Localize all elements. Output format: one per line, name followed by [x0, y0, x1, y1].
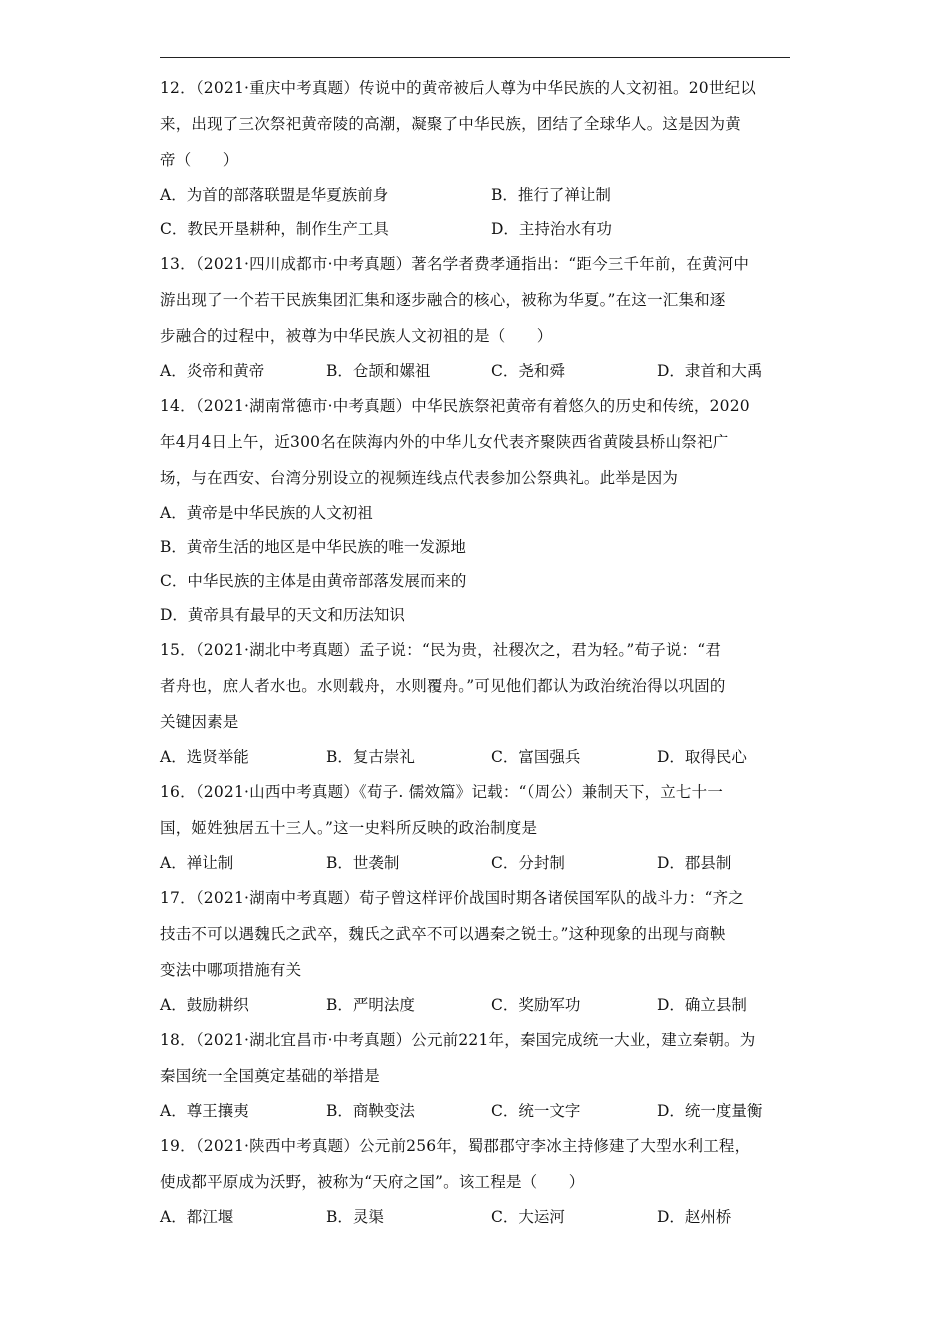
option-row [160, 212, 792, 246]
option-a: A．为首的部落联盟是华夏族前身 [160, 186, 389, 204]
option-d: D．黄帝具有最早的天文和历法知识 [160, 606, 405, 624]
option-a: A．鼓励耕织 [160, 996, 249, 1014]
question-text: 19．（2021·陕西中考真题）公元前256年，蜀郡郡守李冰主持修建了大型水利工程， [160, 1137, 751, 1155]
option-c: C．大运河 [491, 1208, 565, 1226]
question-text: 15．（2021·湖北中考真题）孟子说：“民为贵，社稷次之，君为轻。”荀子说：“君 [160, 641, 722, 659]
question-text: 秦国统一全国奠定基础的举措是 [160, 1067, 380, 1085]
question-text: 14．（2021·湖南常德市·中考真题）中华民族祭祀黄帝有着悠久的历史和传统，2020 [160, 397, 750, 415]
option-row [160, 740, 792, 774]
option-d: D．主持治水有功 [491, 220, 612, 238]
question-12 [160, 70, 792, 246]
option-row [160, 354, 792, 388]
question-text: 来，出现了三次祭祀黄帝陵的高潮，凝聚了中华民族，团结了全球华人。这是因为黄 [160, 115, 741, 133]
option-b: B．商鞅变法 [326, 1102, 415, 1120]
question-14 [160, 388, 792, 632]
option-d: D．确立县制 [657, 996, 747, 1014]
option-b: B．世袭制 [326, 854, 400, 872]
question-text: 18．（2021·湖北宜昌市·中考真题）公元前221年，秦国完成统一大业，建立秦朝。为 [160, 1031, 756, 1049]
question-15 [160, 632, 792, 774]
option-c: C．教民开垦耕种，制作生产工具 [160, 220, 389, 238]
question-text: 12．（2021·重庆中考真题）传说中的黄帝被后人尊为中华民族的人文初祖。20世纪以 [160, 79, 756, 97]
question-16 [160, 774, 792, 880]
question-text: 13．（2021·四川成都市·中考真题）著名学者费孝通指出：“距今三千年前，在黄河中 [160, 255, 750, 273]
option-c: C．富国强兵 [491, 748, 581, 766]
question-text: 年4月4日上午，近300名在陕海内外的中华儿女代表齐聚陕西省黄陵县桥山祭祀广 [160, 433, 729, 451]
question-text: 场，与在西安、台湾分别设立的视频连线点代表参加公祭典礼。此举是因为 [160, 469, 679, 487]
question-text: 者舟也，庶人者水也。水则载舟，水则覆舟。”可见他们都认为政治统治得以巩固的 [160, 677, 726, 695]
question-text: 国，姬姓独居五十三人。”这一史料所反映的政治制度是 [160, 819, 538, 837]
option-b: B．严明法度 [326, 996, 415, 1014]
option-d: D．隶首和大禹 [657, 362, 763, 380]
question-text: 游出现了一个若干民族集团汇集和逐步融合的核心，被称为华夏。”在这一汇集和逐 [160, 291, 726, 309]
question-text: 技击不可以遇魏氏之武卒，魏氏之武卒不可以遇秦之锐士。”这种现象的出现与商鞅 [160, 925, 726, 943]
option-a: A．选贤举能 [160, 748, 249, 766]
option-a: A．都江堰 [160, 1208, 234, 1226]
question-text: 16．（2021·山西中考真题）《荀子. 儒效篇》记载：“（周公）兼制天下，立七十一 [160, 783, 724, 801]
option-d: D．郡县制 [657, 854, 732, 872]
option-c: C．奖励军功 [491, 996, 581, 1014]
option-a: A．炎帝和黄帝 [160, 362, 265, 380]
question-13 [160, 246, 792, 388]
question-text: 变法中哪项措施有关 [160, 961, 302, 979]
option-a: A．尊王攘夷 [160, 1102, 249, 1120]
option-c: C．中华民族的主体是由黄帝部落发展而来的 [160, 572, 467, 590]
option-c: C．统一文字 [491, 1102, 581, 1120]
option-row [160, 1200, 792, 1234]
question-text: 关键因素是 [160, 713, 239, 731]
option-c: C．尧和舜 [491, 362, 565, 380]
question-text: 帝（ ） [160, 151, 239, 169]
option-c: C．分封制 [491, 854, 565, 872]
option-b: B．灵渠 [326, 1208, 384, 1226]
option-row [160, 178, 792, 212]
question-text: 17．（2021·湖南中考真题）荀子曾这样评价战国时期各诸侯国军队的战斗力：“齐之 [160, 889, 744, 907]
question-list [160, 70, 792, 1234]
option-b: B．复古崇礼 [326, 748, 415, 766]
option-d: D．赵州桥 [657, 1208, 732, 1226]
question-17 [160, 880, 792, 1022]
option-d: D．统一度量衡 [657, 1102, 763, 1120]
option-b: B．仓颉和嫘祖 [326, 362, 431, 380]
question-19 [160, 1128, 792, 1234]
option-d: D．取得民心 [657, 748, 747, 766]
option-row [160, 1094, 792, 1128]
option-b: B．黄帝生活的地区是中华民族的唯一发源地 [160, 538, 466, 556]
question-18 [160, 1022, 792, 1128]
question-text: 步融合的过程中，被尊为中华民族人文初祖的是（ ） [160, 327, 553, 345]
option-a: A．黄帝是中华民族的人文初祖 [160, 504, 373, 522]
option-row [160, 846, 792, 880]
option-a: A．禅让制 [160, 854, 234, 872]
option-b: B．推行了禅让制 [491, 186, 611, 204]
question-text: 使成都平原成为沃野，被称为“天府之国”。该工程是（ ） [160, 1173, 585, 1191]
header-rule [160, 57, 790, 58]
option-row [160, 988, 792, 1022]
